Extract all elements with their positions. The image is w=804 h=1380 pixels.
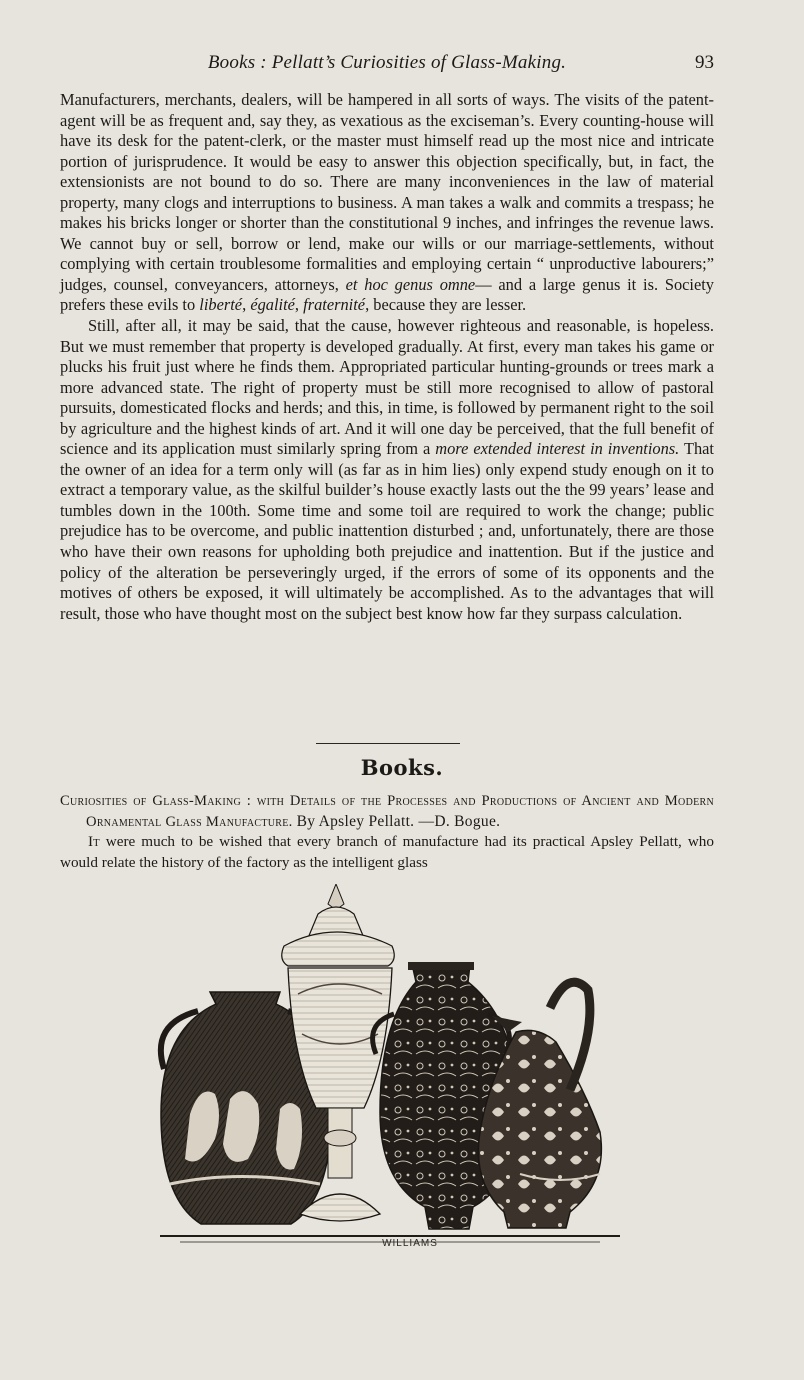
french-word-liberte: liberté bbox=[199, 295, 243, 315]
french-word-egalite: égalité bbox=[250, 295, 295, 315]
vases-engraving bbox=[150, 884, 630, 1256]
comma: , bbox=[242, 295, 247, 315]
lead-word: It bbox=[88, 833, 100, 850]
book-title: Curiosities of Glass-Making : with Details of the Processes and Productions of Ancient and Modern Ornamental Glass Manufacture. bbox=[60, 793, 714, 830]
book-review bbox=[60, 791, 714, 873]
paragraph-2 bbox=[60, 316, 714, 624]
review-lead bbox=[60, 832, 714, 873]
latin-phrase: et hoc genus omne bbox=[345, 274, 476, 294]
section-title: Books. bbox=[360, 755, 444, 780]
emphasis-phrase: more extended interest in inventions. bbox=[435, 439, 680, 459]
paragraph-2-end: That the owner of an idea for a term only will (as far as in him lies) only expend study enough on it to extract a temporary value, as the skilful builder’s house exactly lasts out the the 99 years’ lease and tumbles down in the 100th. Some time and some toil are required to work the change; public prejudice has to be overcome, and public inattention disturbed ; and, unfortunately, there are those who have their own reasons for upholding both prejudice and inattention. But if the justice and policy of the alteration be perseveringly urged, if the errors of some of its opponents and the motives of others be exposed, it will ultimately be accomplished. As to the advantages that will result, those who have thought most on the subject best know how far they surpass calculation. bbox=[60, 439, 714, 623]
paragraph-1 bbox=[60, 90, 714, 316]
paragraph-2-start: Still, after all, it may be said, that the cause, however righteous and reasonable, is hopeless. But we must remember that property is developed gradually. At first, every man takes his game or plucks his fruit just where he finds them. Appropriated particular hunting-grounds or trees mark a more advanced state. The right of property must be still more recognised to allow of pastoral pursuits, domesticated flocks and herds; and this, in time, is followed by permanent right to the soil by agriculture and the highest kinds of art. And it will one day be perceived, that the full benefit of science and its application must similarly spring from a bbox=[60, 316, 714, 459]
running-head bbox=[60, 52, 714, 80]
engraver-signature: WILLIAMS bbox=[382, 1238, 438, 1249]
review-heading bbox=[60, 791, 714, 832]
page-number: 93 bbox=[695, 52, 714, 73]
book-author: By Apsley Pellatt. —D. Bogue. bbox=[296, 812, 501, 830]
comma: , bbox=[294, 295, 300, 315]
paragraph-1-end: , because they are lesser. bbox=[365, 295, 527, 315]
vases-illustration-icon bbox=[150, 884, 630, 1256]
lead-text: were much to be wished that every branch of manufacture had its practical Apsley Pellatt, who would relate the history of the factory as the intelligent glass bbox=[60, 833, 714, 871]
paragraph-1-text: Manufacturers, merchants, dealers, will be hampered in all sorts of ways. The visits of the patent-agent will be as frequent and, say they, as vexatious as the exciseman’s. Every counting-house will have its desk for the patent-clerk, or the master must himself read up the most nice and intricate portion of jurisprudence. It would be easy to answer this objection specifically, but, in fact, the extensionists are not bound to do so. There are many inconveniences in the law of material property, many clogs and interruptions to business. A man takes a walk and commits a trespass; he makes his bricks longer or shorter than the constitutional 9 inches, and infringes the revenue laws. We cannot buy or sell, borrow or lend, make our wills or our marriage-settlements, without complying with certain troublesome formalities and employing certain “ unproductive labourers;” judges, counsel, conveyancers, attorneys, bbox=[60, 90, 714, 294]
article-body bbox=[60, 90, 714, 624]
paragraph-1-mid: — and a large genus it is. Society prefers these evils to bbox=[60, 274, 714, 315]
french-word-fraternite: fraternité bbox=[303, 295, 366, 315]
section-divider bbox=[316, 743, 460, 744]
running-title: Books : Pellatt’s Curiosities of Glass-Making. bbox=[207, 52, 567, 73]
